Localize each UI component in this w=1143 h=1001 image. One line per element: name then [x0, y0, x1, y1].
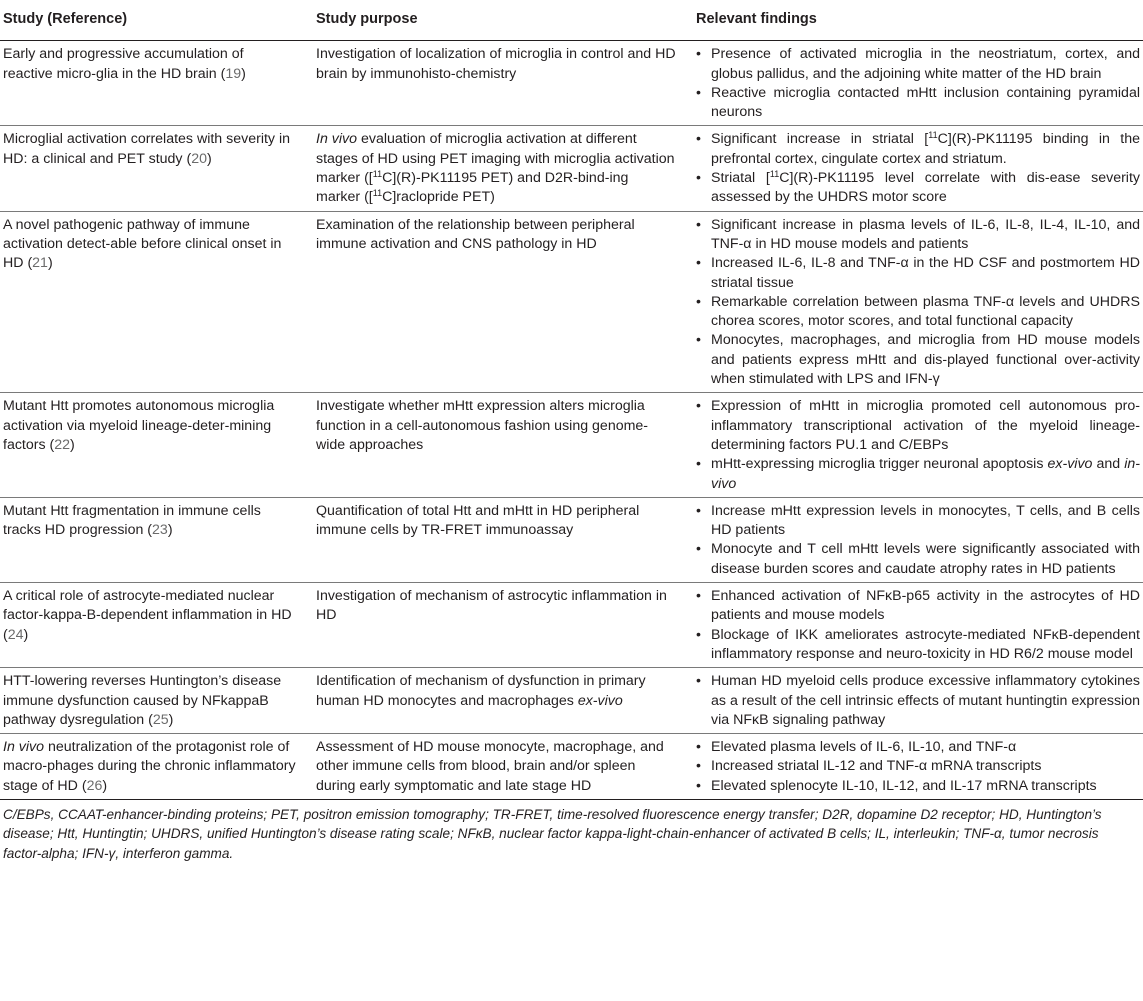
- table-row: [0, 393, 1143, 497]
- finding-item: • Blockage of IKK ameliorates astrocyte-mediated NFκB-dependent inflammatory response and neuro-toxicity in HD R6/2 mouse model: [696, 626, 1140, 665]
- finding-item: • Striatal [$^{11}$C](R)-PK11195 level correlate with dis-ease severity assessed by the UHDRS motor score: [696, 169, 1140, 208]
- table-footnote: C/EBPs, CCAAT-enhancer-binding proteins; PET, positron emission tomography; TR-FRET, time-resolved fluorescence energy transfer; D2R, dopamine D2 receptor; HD, Huntington’s disease; Htt, Huntingtin; UHDRS, unified Huntington’s disease rating scale; NFκB, nuclear factor kappa-light-chain-enhancer of activated B cells; IL, interleukin; TNF-α, tumor necrosis factor-alpha; IFN-γ, interferon gamma.: [3, 806, 1102, 861]
- finding-item: • Presence of activated microglia in the neostriatum, cortex, and globus pallidus, and the adjoining white matter of the HD brain: [696, 45, 1140, 84]
- table-row: [0, 211, 1143, 393]
- finding-item: • Significant increase in plasma levels of IL-6, IL-8, IL-4, IL-10, and TNF-α in HD mouse models and patients: [696, 216, 1140, 255]
- study-title: In vivo neutralization of the protagonist role of macro-phages during the chronic inflammatory stage of HD: [3, 739, 296, 794]
- reference-number: 20: [191, 150, 207, 167]
- findings-cell: [688, 211, 1143, 393]
- finding-item: • Monocytes, macrophages, and microglia from HD mouse models and patients express mHtt and dis-played functional over-activity when stimulated with LPS and IFN-γ: [696, 331, 1140, 389]
- study-title: HTT-lowering reverses Huntington’s disease immune dysfunction caused by NFkappaB pathway dysregulation: [3, 673, 282, 728]
- finding-item: • Reactive microglia contacted mHtt inclusion containing pyramidal neurons: [696, 84, 1140, 123]
- reference-number: 21: [32, 255, 48, 272]
- finding-item: • Increased IL-6, IL-8 and TNF-α in the HD CSF and postmortem HD striatal tissue: [696, 254, 1140, 293]
- table-row: [0, 126, 1143, 211]
- study-title: Early and progressive accumulation of reactive micro-glia in the HD brain: [3, 46, 244, 82]
- findings-cell: [688, 668, 1143, 734]
- findings-cell: [688, 497, 1143, 582]
- finding-item: • Enhanced activation of NFκB-p65 activity in the astrocytes of HD patients and mouse models: [696, 587, 1140, 626]
- table-row: [0, 41, 1143, 126]
- findings-cell: [688, 734, 1143, 800]
- study-title: A novel pathogenic pathway of immune activation detect-able before clinical onset in HD: [3, 216, 282, 272]
- purpose-cell: Identification of mechanism of dysfunction in primary human HD monocytes and macrophages ex-vivo: [310, 668, 688, 734]
- study-cell: A novel pathogenic pathway of immune activation detect-able before clinical onset in HD (21): [0, 211, 310, 393]
- findings-cell: [688, 41, 1143, 126]
- table-row: [0, 734, 1143, 800]
- finding-item: • Elevated splenocyte IL-10, IL-12, and IL-17 mRNA transcripts: [696, 777, 1140, 796]
- header-purpose: Study purpose: [310, 0, 688, 41]
- purpose-cell: Quantification of total Htt and mHtt in HD peripheral immune cells by TR-FRET immunoassay: [310, 497, 688, 582]
- study-title: Mutant Htt fragmentation in immune cells tracks HD progression: [3, 502, 261, 539]
- reference-number: 26: [86, 777, 103, 794]
- findings-cell: [688, 393, 1143, 497]
- header-findings: Relevant findings: [688, 0, 1143, 41]
- finding-item: • Significant increase in striatal [$^{11}$C](R)-PK11195 binding in the prefrontal cortex, cingulate cortex and striatum.: [696, 130, 1140, 169]
- findings-cell: [688, 583, 1143, 668]
- finding-item: • mHtt-expressing microglia trigger neuronal apoptosis ex-vivo and in-vivo: [696, 455, 1140, 494]
- purpose-cell: Assessment of HD mouse monocyte, macrophage, and other immune cells from blood, brain and/or spleen during early symptomatic and late stage HD: [310, 734, 688, 800]
- study-cell: Early and progressive accumulation of reactive micro-glia in the HD brain (19): [0, 41, 310, 126]
- study-cell: Microglial activation correlates with severity in HD: a clinical and PET study (20): [0, 126, 310, 211]
- purpose-cell: Examination of the relationship between peripheral immune activation and CNS pathology in HD: [310, 211, 688, 393]
- finding-item: • Monocyte and T cell mHtt levels were significantly associated with disease burden scores and caudate atrophy rates in HD patients: [696, 540, 1140, 579]
- reference-number: 22: [54, 436, 71, 453]
- purpose-cell: In vivo evaluation of microglia activation at different stages of HD using PET imaging with microglia activation marker ([$^{11}$C](R)-PK11195 PET) and D2R-bind-ing marker ([$^{11}$C]raclopride PET): [310, 126, 688, 211]
- reference-number: 19: [225, 65, 242, 82]
- purpose-cell: Investigate whether mHtt expression alters microglia function in a cell-autonomous fashion using genome-wide approaches: [310, 393, 688, 497]
- purpose-cell: Investigation of mechanism of astrocytic inflammation in HD: [310, 583, 688, 668]
- study-title: Microglial activation correlates with severity in HD: a clinical and PET study: [3, 131, 291, 167]
- table-row: [0, 497, 1143, 582]
- table-row: [0, 583, 1143, 668]
- study-title: A critical role of astrocyte-mediated nuclear factor-kappa-B-dependent inflammation in HD: [3, 588, 292, 624]
- table-row: [0, 668, 1143, 734]
- study-cell: HTT-lowering reverses Huntington’s disease immune dysfunction caused by NFkappaB pathway dysregulation (25): [0, 668, 310, 734]
- study-cell: In vivo neutralization of the protagonist role of macro-phages during the chronic inflammatory stage of HD (26): [0, 734, 310, 800]
- purpose-cell: Investigation of localization of microglia in control and HD brain by immunohisto-chemistry: [310, 41, 688, 126]
- study-cell: Mutant Htt fragmentation in immune cells tracks HD progression (23): [0, 497, 310, 582]
- finding-item: • Remarkable correlation between plasma TNF-α levels and UHDRS chorea scores, motor scores, and total functional capacity: [696, 293, 1140, 332]
- header-study: Study (Reference): [0, 0, 310, 41]
- findings-cell: [688, 126, 1143, 211]
- study-title: Mutant Htt promotes autonomous microglia activation via myeloid lineage-deter-mining factors: [3, 398, 275, 453]
- finding-item: • Increase mHtt expression levels in monocytes, T cells, and B cells HD patients: [696, 502, 1140, 541]
- table-header-row: [0, 0, 1143, 41]
- study-cell: A critical role of astrocyte-mediated nuclear factor-kappa-B-dependent inflammation in HD (24): [0, 583, 310, 668]
- finding-item: • Expression of mHtt in microglia promoted cell autonomous pro-inflammatory transcriptional activation of the myeloid lineage-determining factors PU.1 and C/EBPs: [696, 397, 1140, 455]
- reference-number: 25: [152, 711, 169, 728]
- finding-item: • Elevated plasma levels of IL-6, IL-10, and TNF-α: [696, 738, 1140, 757]
- finding-item: • Increased striatal IL-12 and TNF-α mRNA transcripts: [696, 757, 1140, 776]
- study-cell: Mutant Htt promotes autonomous microglia activation via myeloid lineage-deter-mining factors (22): [0, 393, 310, 497]
- reference-number: 23: [152, 522, 168, 539]
- finding-item: • Human HD myeloid cells produce excessive inflammatory cytokines as a result of the cell intrinsic effects of mutant huntingtin expression via NFκB signaling pathway: [696, 672, 1140, 730]
- reference-number: 24: [7, 626, 24, 643]
